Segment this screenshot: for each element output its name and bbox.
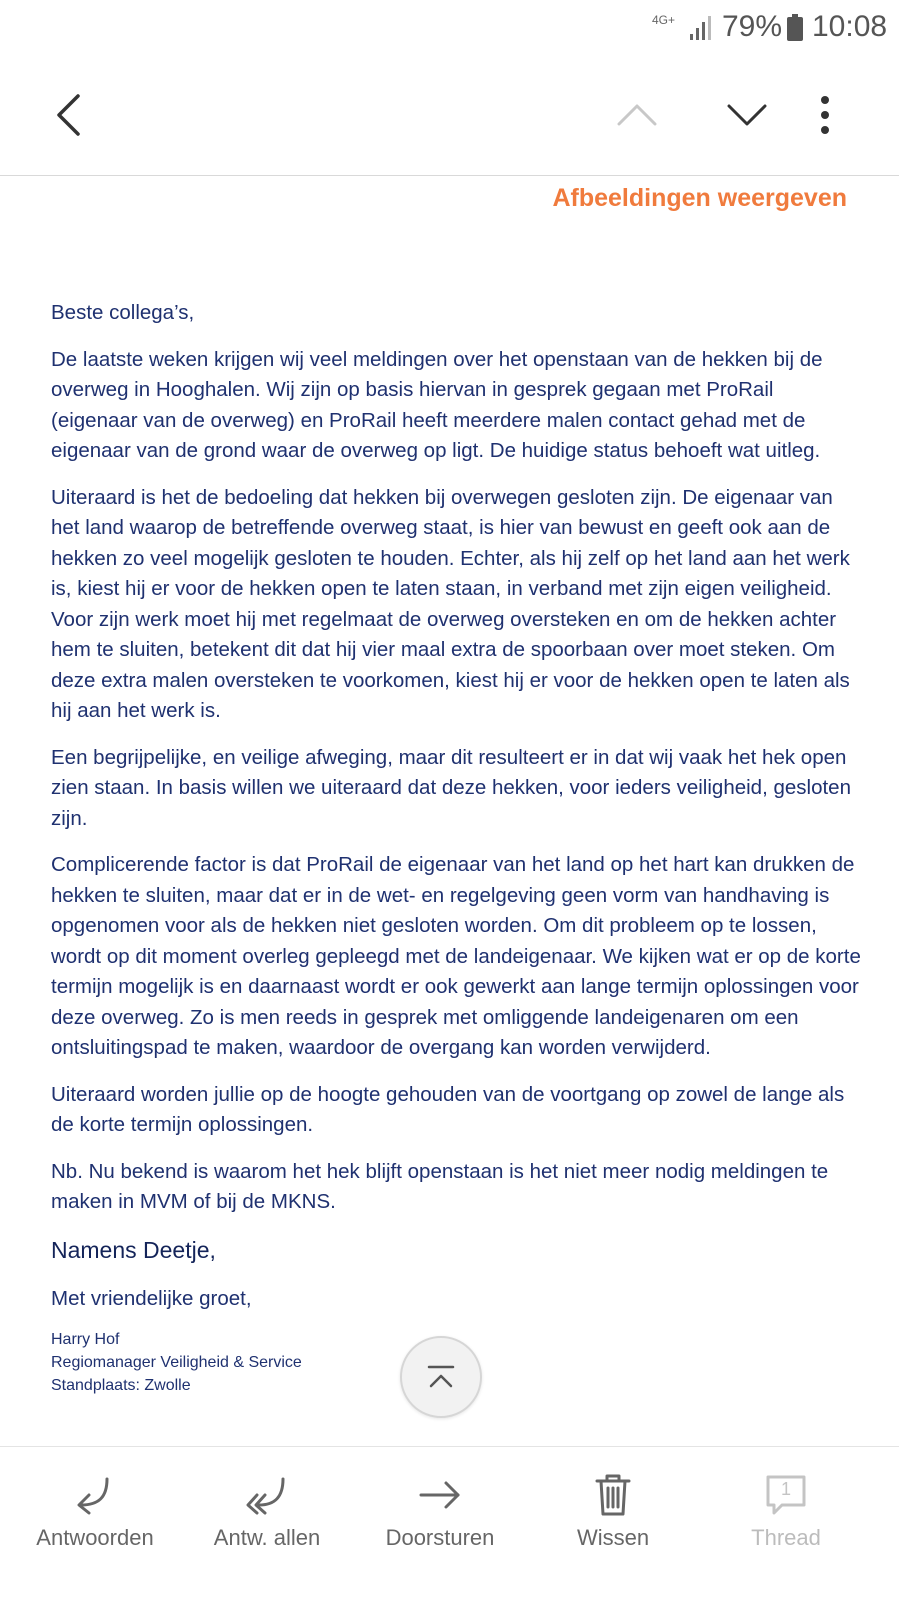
- scroll-top-icon: [426, 1364, 456, 1390]
- back-arrow-icon: [54, 93, 84, 137]
- chevron-up-icon: [616, 103, 658, 127]
- thread-count: 1: [780, 1479, 791, 1499]
- battery-percent: 79%: [722, 10, 783, 43]
- scroll-to-top-button[interactable]: [400, 1336, 482, 1418]
- reply-all-button[interactable]: [181, 1447, 353, 1567]
- email-paragraph: Een begrijpelijke, en veilige afweging, maar dit resulteert er in dat wij vaak het hek open zien staan. In basis willen we uiteraard dat deze hekken, voor ieders veiligheid, gesloten zijn.: [51, 745, 851, 830]
- email-paragraph: Nb. Nu bekend is waarom het hek blijft openstaan is het niet meer nodig meldingen te maken in MVM of bij de MKNS.: [51, 1159, 829, 1213]
- signal-icon: [688, 14, 718, 42]
- reply-all-icon: [243, 1475, 291, 1515]
- delete-button[interactable]: [527, 1447, 699, 1567]
- sender-location: Standplaats: Zwolle: [51, 1377, 191, 1394]
- status-bar: [0, 0, 899, 56]
- battery-icon: [786, 14, 804, 42]
- reply-all-label: Antw. allen: [213, 1525, 321, 1550]
- delete-label: Wissen: [576, 1525, 650, 1550]
- email-paragraph: De laatste weken krijgen wij veel meldingen over het openstaan van de hekken bij de overweg in Hooghalen. Wij zijn op basis hiervan in gesprek gegaan met ProRail (eigenaar van de overweg) en ProRail heeft meerdere malen contact gehad met de eigenaar van de grond waar de overweg op ligt. De huidige status behoeft wat uitleg.: [51, 347, 823, 462]
- previous-email-button[interactable]: [612, 90, 662, 140]
- more-options-button[interactable]: [810, 90, 840, 140]
- forward-label: Doorsturen: [385, 1525, 495, 1550]
- chevron-down-icon: [726, 103, 768, 127]
- reply-icon: [73, 1475, 117, 1515]
- email-body: [51, 298, 861, 1397]
- signoff-regards: Met vriendelijke groet,: [51, 1286, 252, 1310]
- back-button[interactable]: [44, 90, 94, 140]
- email-paragraph: Uiteraard worden jullie op de hoogte gehouden van de voortgang op zowel de lange als de korte termijn oplossingen.: [51, 1082, 845, 1136]
- forward-arrow-icon: [418, 1480, 462, 1510]
- show-images-link[interactable]: Afbeeldingen weergeven: [552, 184, 847, 212]
- forward-button[interactable]: [354, 1447, 526, 1567]
- reply-button[interactable]: [9, 1447, 181, 1567]
- email-paragraph: Uiteraard is het de bedoeling dat hekken bij overwegen gesloten zijn. De eigenaar van het land waarop de betreffende overweg staat, is hier van bewust en geeft ook aan de hekken zo veel mogelijk gesloten te houden. Echter, als hij zelf op het land aan het werk is, kiest hij er voor de hekken open te laten staan, in verband met zijn eigen veiligheid. Voor zijn werk moet hij met regelmaat de overweg oversteken en om de hekken achter hem te sluiten, betekent dit dat hij vier maal extra de spoorbaan over moet steken. Om deze extra malen oversteken te voorkomen, kiest hij er voor de hekken open te laten als hij aan het werk is.: [51, 485, 850, 722]
- sender-name: Harry Hof: [51, 1331, 120, 1348]
- trash-icon: [595, 1473, 631, 1517]
- sender-title: Regiomanager Veiligheid & Service: [51, 1354, 302, 1371]
- email-paragraph: Complicerende factor is dat ProRail de eigenaar van het land op het hart kan drukken de hekken te sluiten, maar dat er in de wet- en regelgeving geen vorm van handhaving is opgenomen voor als de hekken niet gesloten worden. Om dit probleem op te lossen, wordt op dit moment overleg gepleegd met de landeigenaar. We kijken wat er op de korte termijn mogelijk is en daarnaast wordt er ook gewerkt aan lange termijn oplossingen voor deze overweg. Zo is men reeds in gesprek met omliggende landeigenaren om een ontsluitingspad te maken, waardoor de overgang kan worden verwijderd.: [51, 853, 861, 1059]
- bottom-toolbar: [0, 1446, 899, 1599]
- toolbar-fade: [0, 1438, 899, 1446]
- signoff-namens: Namens Deetje,: [51, 1236, 216, 1263]
- reply-label: Antwoorden: [36, 1525, 154, 1550]
- thread-button[interactable]: [700, 1447, 872, 1567]
- email-greeting: Beste collega’s,: [51, 301, 195, 324]
- more-vert-icon: [820, 95, 830, 135]
- network-type: 4G+: [652, 13, 676, 27]
- next-email-button[interactable]: [722, 90, 772, 140]
- thread-label: Thread: [751, 1525, 821, 1550]
- app-bar: [0, 70, 899, 176]
- clock: 10:08: [812, 10, 888, 43]
